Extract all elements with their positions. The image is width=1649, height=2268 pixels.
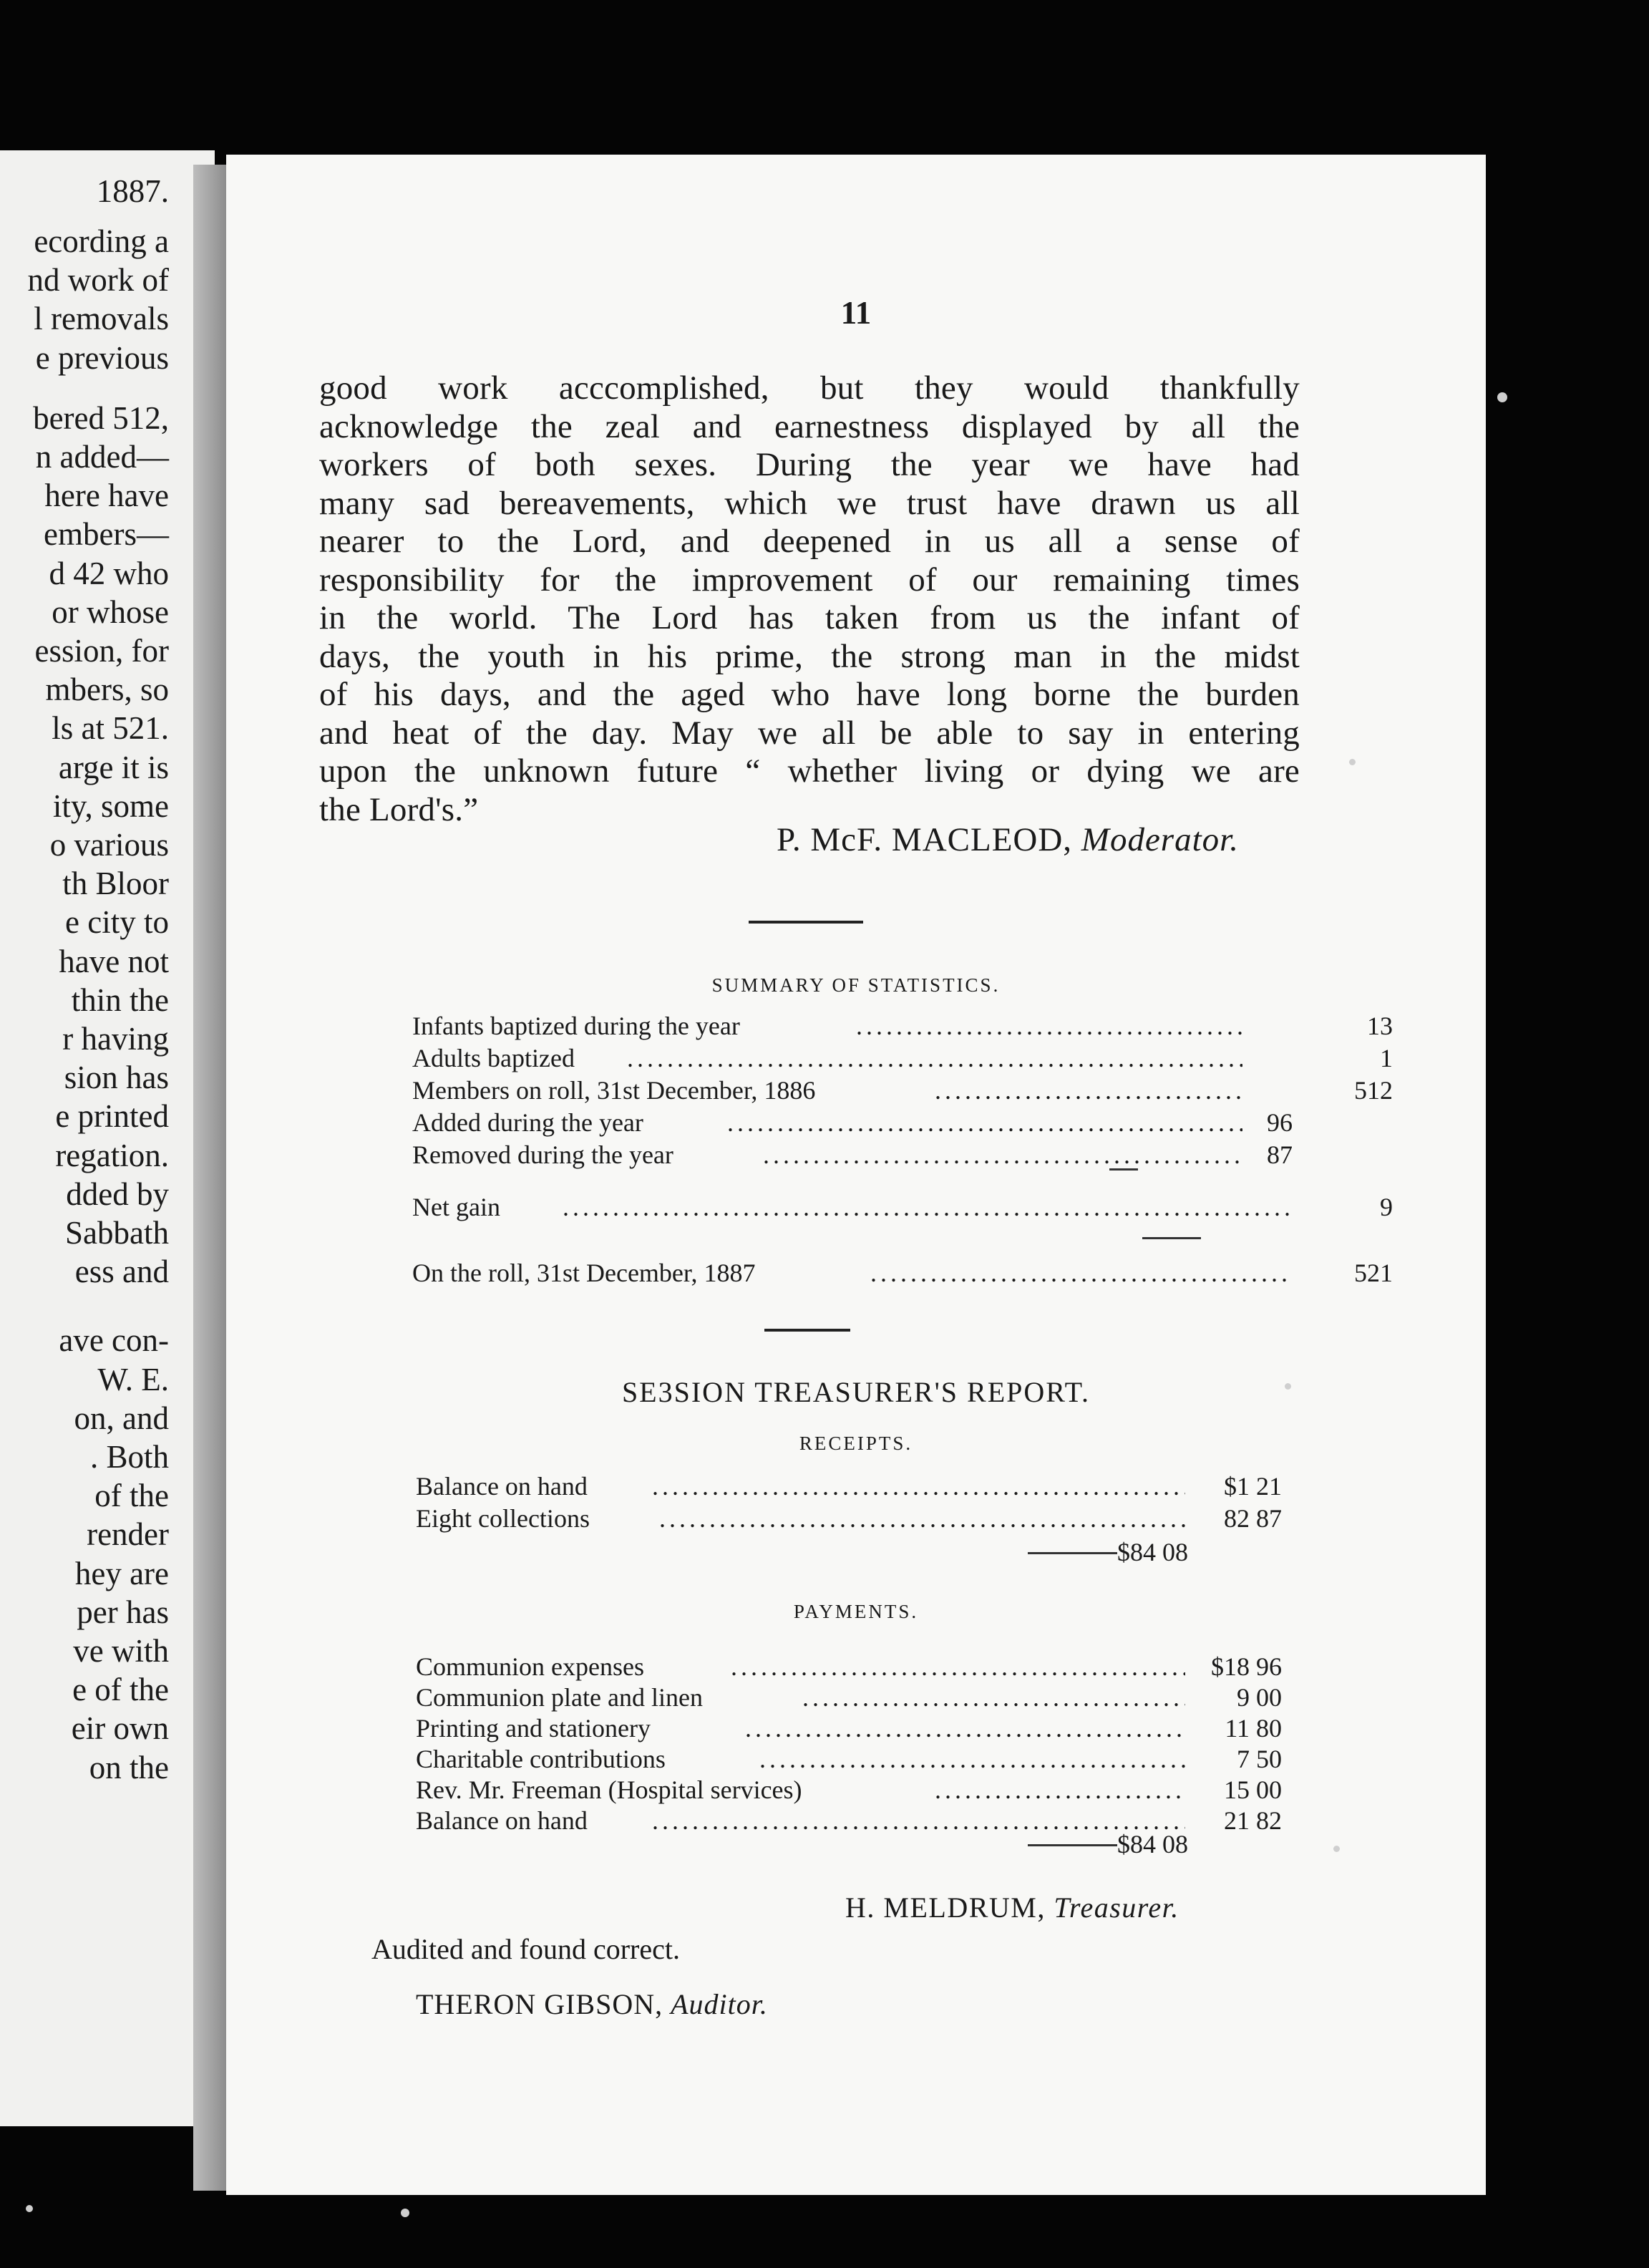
auditor-name: THERON GIBSON, xyxy=(416,1988,663,2020)
leader-dots xyxy=(652,1470,1185,1502)
left-page-line: eir own xyxy=(71,1710,169,1747)
left-page-line: regation. xyxy=(55,1137,169,1173)
left-page-line: on, and xyxy=(74,1400,169,1436)
treasurer-role: Treasurer. xyxy=(1054,1891,1179,1924)
body-paragraph xyxy=(319,369,1300,829)
left-page-line: mbers, so xyxy=(45,672,169,708)
left-page-line: render xyxy=(87,1516,169,1553)
left-page-line: dded by xyxy=(66,1176,169,1212)
left-facing-page xyxy=(0,150,215,2126)
auditor-signature xyxy=(416,1987,768,2021)
payments-heading: PAYMENTS. xyxy=(793,1601,919,1622)
section-divider xyxy=(749,921,863,924)
left-page-line: on the xyxy=(89,1749,169,1785)
total-dash xyxy=(1028,1552,1117,1554)
payments-total-row xyxy=(1028,1828,1314,1860)
on-roll-label: On the roll, 31st December, 1887 xyxy=(412,1259,756,1287)
receipt-label: Eight collections xyxy=(416,1504,590,1533)
net-gain-value: 9 xyxy=(1380,1193,1393,1221)
receipt-row xyxy=(416,1503,1418,1534)
left-page-line: ls at 521. xyxy=(52,710,169,747)
receipt-amount: $1 21 xyxy=(1224,1472,1282,1501)
paragraph-line: acknowledge the zeal and earnestness displayed by all the xyxy=(319,407,1300,445)
left-page-line: e of the xyxy=(72,1672,169,1708)
payment-amount: 21 82 xyxy=(1224,1806,1282,1835)
payment-row xyxy=(416,1743,1418,1775)
payment-amount: 9 00 xyxy=(1237,1683,1282,1712)
stat-label: Removed during the year xyxy=(412,1140,673,1169)
auditor-role: Auditor. xyxy=(671,1988,768,2020)
left-page-line: W. E. xyxy=(97,1361,169,1397)
stat-row xyxy=(412,1107,1414,1138)
leader-dots xyxy=(856,1010,1242,1042)
moderator-signature xyxy=(498,820,1486,859)
stat-outer-value: 512 xyxy=(1354,1076,1393,1105)
stat-label: Infants baptized during the year xyxy=(412,1012,740,1040)
on-roll-value: 521 xyxy=(1354,1259,1393,1287)
document-page xyxy=(226,155,1486,2195)
left-page-line: embers— xyxy=(44,516,169,553)
left-page-line: arge it is xyxy=(58,749,169,785)
left-page-line: have not xyxy=(59,943,169,979)
paragraph-line: the Lord's.” xyxy=(319,790,479,828)
moderator-role: Moderator. xyxy=(1081,821,1239,858)
paragraph-line: days, the youth in his prime, the strong man in the midst xyxy=(319,637,1300,675)
leader-dots xyxy=(731,1651,1185,1682)
section-divider xyxy=(764,1329,850,1332)
left-page-line: n added— xyxy=(35,439,169,475)
paragraph-line: of his days, and the aged who have long borne the burden xyxy=(319,676,1300,713)
leader-dots xyxy=(745,1712,1185,1744)
paragraph-line: responsibility for the improvement of our remaining times xyxy=(319,561,1300,598)
leader-dots xyxy=(627,1042,1242,1074)
left-page-line: here have xyxy=(44,478,169,514)
receipt-row xyxy=(416,1470,1418,1502)
paragraph-line: upon the unknown future “ whether living or dying we are xyxy=(319,752,1300,790)
stat-row xyxy=(412,1139,1414,1171)
left-page-line: ve with xyxy=(73,1633,169,1669)
payments-total: $84 08 xyxy=(1117,1830,1188,1858)
payment-row xyxy=(416,1651,1418,1682)
net-gain-label: Net gain xyxy=(412,1193,500,1221)
left-page-line: ecording a xyxy=(34,223,169,259)
left-page-line: ess and xyxy=(74,1254,169,1290)
left-page-line: . Both xyxy=(89,1439,169,1475)
left-page-line: hey are xyxy=(74,1555,169,1591)
payment-row xyxy=(416,1712,1418,1744)
left-page-line: Sabbath xyxy=(65,1215,169,1251)
left-page-line: of the xyxy=(94,1478,169,1514)
leader-dots xyxy=(727,1107,1242,1138)
payment-amount: 15 00 xyxy=(1224,1775,1282,1804)
receipts-heading: RECEIPTS. xyxy=(799,1433,913,1454)
stat-inner-value: 87 xyxy=(1267,1140,1293,1169)
left-page-line: l removals xyxy=(34,301,169,337)
payment-amount: $18 96 xyxy=(1211,1652,1282,1681)
stat-inner-value: 96 xyxy=(1267,1108,1293,1137)
payment-label: Rev. Mr. Freeman (Hospital services) xyxy=(416,1775,802,1804)
stat-row xyxy=(412,1075,1414,1106)
leader-dots xyxy=(935,1774,1185,1806)
stat-label: Adults baptized xyxy=(412,1044,575,1072)
leader-dots xyxy=(870,1257,1293,1289)
payment-label: Charitable contributions xyxy=(416,1745,666,1773)
on-roll-row xyxy=(412,1257,1414,1289)
leader-dots xyxy=(935,1075,1242,1106)
stat-label: Members on roll, 31st December, 1886 xyxy=(412,1076,816,1105)
leader-dots xyxy=(763,1139,1242,1171)
left-page-line: nd work of xyxy=(27,262,169,299)
receipts-total-row xyxy=(1028,1536,1314,1568)
stat-label: Added during the year xyxy=(412,1108,643,1137)
left-page-line: d 42 who xyxy=(49,555,169,591)
paragraph-line: many sad bereavements, which we trust have drawn us all xyxy=(319,484,1300,522)
left-page-line: per has xyxy=(77,1594,169,1630)
net-gain-row xyxy=(412,1191,1414,1223)
left-page-line: or whose xyxy=(52,593,169,630)
left-page-line: th Bloor xyxy=(62,866,169,902)
payment-amount: 11 80 xyxy=(1225,1714,1282,1743)
left-page-line: ave con- xyxy=(59,1322,169,1359)
leader-dots xyxy=(759,1743,1185,1775)
payment-row xyxy=(416,1774,1418,1806)
treasurer-report-heading: SE3SION TREASURER'S REPORT. xyxy=(621,1376,1091,1408)
leader-dots xyxy=(659,1503,1185,1534)
payment-row xyxy=(416,1682,1418,1713)
left-page-line: o various xyxy=(49,827,169,863)
treasurer-signature xyxy=(845,1891,1179,1924)
paragraph-line: in the world. The Lord has taken from us the infant of xyxy=(319,599,1300,636)
receipt-amount: 82 87 xyxy=(1224,1504,1282,1533)
audit-statement: Audited and found correct. xyxy=(371,1933,680,1965)
stat-outer-value: 13 xyxy=(1367,1012,1393,1040)
left-page-line: ity, some xyxy=(52,788,169,824)
left-page-line: thin the xyxy=(71,982,169,1018)
paragraph-line: good work acccomplished, but they would thankfully xyxy=(319,369,1300,407)
stat-row xyxy=(412,1042,1414,1074)
treasurer-name: H. MELDRUM, xyxy=(845,1891,1046,1924)
total-dash xyxy=(1028,1844,1117,1846)
statistics-heading: SUMMARY OF STATISTICS. xyxy=(711,974,1001,996)
left-page-line: bered 512, xyxy=(33,399,169,436)
leader-dots xyxy=(802,1682,1185,1713)
subtotal-dash xyxy=(1109,1168,1138,1171)
receipt-label: Balance on hand xyxy=(416,1472,588,1501)
payment-label: Communion expenses xyxy=(416,1652,644,1681)
left-page-line: r having xyxy=(62,1021,169,1057)
leader-dots xyxy=(563,1191,1293,1223)
moderator-name: P. McF. MACLEOD, xyxy=(776,821,1073,858)
left-page-line: sion has xyxy=(64,1060,169,1096)
page-number: 11 xyxy=(840,295,872,331)
stat-outer-value: 1 xyxy=(1380,1044,1393,1072)
payment-label: Balance on hand xyxy=(416,1806,588,1835)
payment-label: Printing and stationery xyxy=(416,1714,651,1743)
left-page-line: e city to xyxy=(65,904,169,941)
paragraph-line: nearer to the Lord, and deepened in us all a sense of xyxy=(319,523,1300,560)
payment-label: Communion plate and linen xyxy=(416,1683,703,1712)
sum-line xyxy=(1142,1237,1201,1239)
payment-amount: 7 50 xyxy=(1237,1745,1282,1773)
receipts-total: $84 08 xyxy=(1117,1538,1188,1566)
left-page-line: ession, for xyxy=(34,633,169,669)
paragraph-line: and heat of the day. May we all be able to say in entering xyxy=(319,714,1300,752)
left-page-line: e previous xyxy=(35,339,169,376)
left-page-line: 1887. xyxy=(96,173,169,209)
left-page-line: e printed xyxy=(55,1098,169,1135)
paragraph-line: workers of both sexes. During the year we have had xyxy=(319,446,1300,483)
stat-row xyxy=(412,1010,1414,1042)
